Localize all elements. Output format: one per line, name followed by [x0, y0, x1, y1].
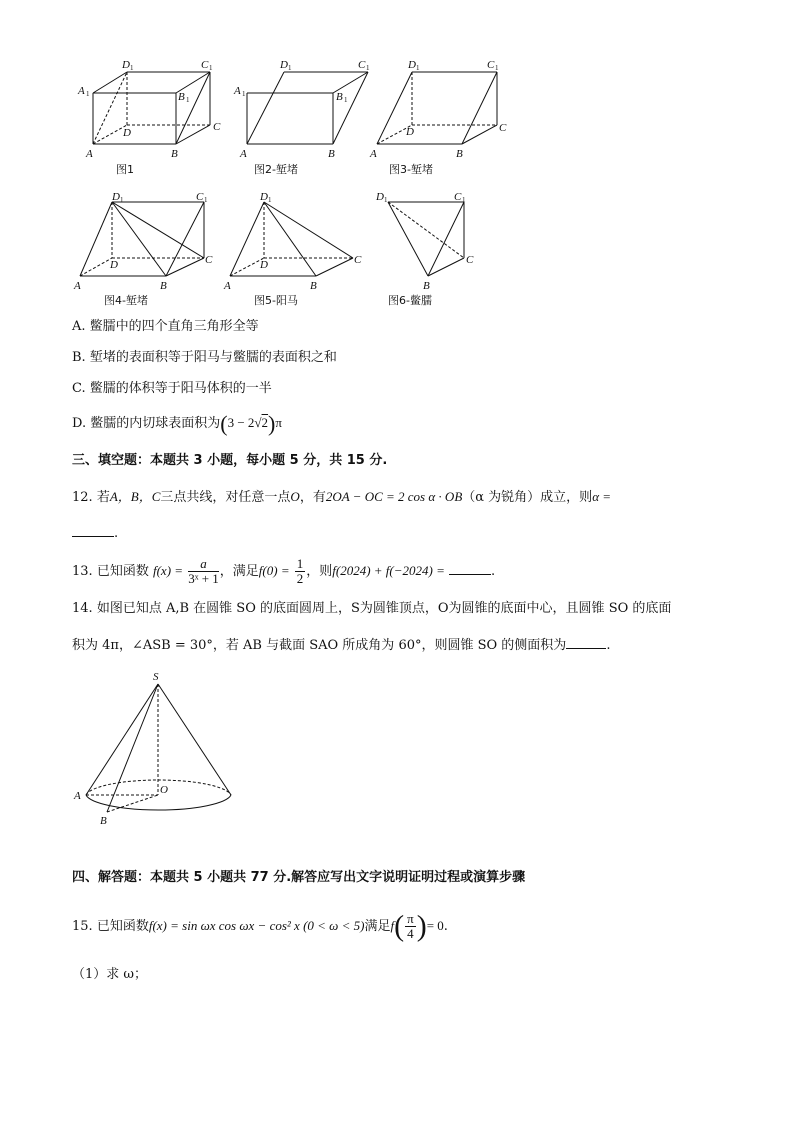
- q12-vector-expression: 2OA − OC = 2 cos α · OB: [325, 489, 463, 504]
- option-d-formula: (3 − 2√2)π: [220, 411, 282, 437]
- label-C1: C: [196, 191, 204, 203]
- label-D: D: [123, 127, 131, 139]
- label-C1: C: [454, 191, 462, 203]
- figure-5-caption: 图5-阳马: [254, 294, 298, 307]
- svg-text:1: 1: [495, 64, 499, 72]
- svg-text:1: 1: [130, 64, 134, 72]
- label-B: B: [456, 148, 463, 160]
- label-D1: D: [280, 59, 288, 71]
- label-D1: D: [122, 59, 130, 71]
- label-B: B: [160, 280, 167, 292]
- label-B: B: [328, 148, 335, 160]
- label-B: B: [171, 148, 178, 160]
- cone-label-S: S: [153, 671, 159, 683]
- label-B1: B: [336, 91, 343, 103]
- cone-label-B: B: [100, 815, 107, 827]
- figure-1: [70, 58, 230, 178]
- svg-text:1: 1: [120, 196, 124, 204]
- label-D: D: [110, 259, 118, 271]
- label-C: C: [213, 121, 221, 133]
- svg-text:1: 1: [209, 64, 213, 72]
- label-C1: C: [201, 59, 209, 71]
- section-4-heading: 四、解答题：本题共 5 小题共 77 分.解答应写出文字说明证明过程或演算步骤: [72, 870, 526, 885]
- svg-text:1: 1: [344, 96, 348, 104]
- section-3-heading: 三、填空题：本题共 3 小题，每小题 5 分，共 15 分.: [72, 453, 388, 468]
- answer-blank-14[interactable]: [566, 636, 606, 649]
- label-B: B: [310, 280, 317, 292]
- figure-5: [220, 190, 380, 310]
- svg-text:1: 1: [86, 90, 90, 98]
- figure-2-caption: 图2-堑堵: [254, 163, 298, 176]
- label-D: D: [260, 259, 268, 271]
- label-D1: D: [408, 59, 416, 71]
- label-C: C: [354, 254, 362, 266]
- label-C: C: [205, 254, 213, 266]
- label-A: A: [224, 280, 231, 292]
- label-C: C: [499, 122, 507, 134]
- svg-text:1: 1: [242, 90, 246, 98]
- svg-text:1: 1: [462, 196, 466, 204]
- figure-6: [366, 190, 526, 310]
- question-13: 13. 已知函数 f(x) = $\frac{a}{\text{3ˣ + 1}}$ ，满足f(0) = $\frac{1}{2}$ ，则f(2024) + f(−2024) = .: [72, 556, 496, 586]
- label-A: A: [74, 280, 81, 292]
- label-D1: D: [112, 191, 120, 203]
- figure-4: [70, 190, 230, 310]
- question-12: 12. 若A，B，C三点共线，对任意一点O，有2OA − OC = 2 cos α · OB（α 为锐角）成立，则α =: [72, 489, 612, 505]
- option-d: [72, 411, 282, 437]
- svg-text:1: 1: [288, 64, 292, 72]
- svg-text:1: 1: [416, 64, 420, 72]
- label-C: C: [466, 254, 474, 266]
- label-A: A: [370, 148, 377, 160]
- figure-2: [226, 58, 386, 178]
- svg-text:1: 1: [366, 64, 370, 72]
- cone-label-A: A: [74, 790, 81, 802]
- option-a: A. 鳖臑中的四个直角三角形全等: [72, 319, 259, 334]
- label-A: A: [86, 148, 93, 160]
- svg-text:1: 1: [204, 196, 208, 204]
- label-B1: B: [178, 91, 185, 103]
- answer-blank-12[interactable]: [72, 524, 114, 537]
- label-C1: C: [358, 59, 366, 71]
- option-b: B. 堑堵的表面积等于阳马与鳖臑的表面积之和: [72, 350, 337, 365]
- label-C1: C: [487, 59, 495, 71]
- question-14-line-2: 积为 4π，∠ASB = 30°，若 AB 与截面 SAO 所成角为 60°，则圆锥 SO 的侧面积为 .: [72, 638, 611, 653]
- label-A1: A: [234, 85, 241, 97]
- figure-4-caption: 图4-堑堵: [104, 294, 148, 307]
- figure-1-caption: 图1: [116, 163, 134, 176]
- svg-text:1: 1: [384, 196, 388, 204]
- figure-6-caption: 图6-鳖臑: [388, 294, 432, 307]
- svg-text:1: 1: [186, 96, 190, 104]
- question-14-line-1: 14. 如图已知点 A,B 在圆锥 SO 的底面圆周上，S为圆锥顶点，O为圆锥的底面中心，且圆锥 SO 的底面: [72, 601, 672, 616]
- label-D1: D: [376, 191, 384, 203]
- cone-figure: [70, 664, 250, 834]
- label-D1: D: [260, 191, 268, 203]
- option-d-prefix: D. 鳖臑的内切球表面积为: [72, 416, 221, 431]
- figure-3: [366, 58, 526, 178]
- label-B: B: [423, 280, 430, 292]
- option-c: C. 鳖臑的体积等于阳马体积的一半: [72, 381, 272, 396]
- label-D: D: [406, 126, 414, 138]
- answer-blank-13[interactable]: [449, 562, 491, 575]
- question-15-part-1: （1）求 ω；: [72, 967, 148, 982]
- question-12-answer-line: .: [72, 524, 118, 543]
- figure-3-caption: 图3-堑堵: [389, 163, 433, 176]
- cone-label-O: O: [160, 784, 168, 796]
- question-15: 15. 已知函数f(x) = sin ωx cos ωx − cos² x (0 < ω < 5)满足f( $\frac{\pi}{4}$ )= 0.: [72, 909, 448, 943]
- svg-text:1: 1: [268, 196, 272, 204]
- label-A1: A: [78, 85, 85, 97]
- label-A: A: [240, 148, 247, 160]
